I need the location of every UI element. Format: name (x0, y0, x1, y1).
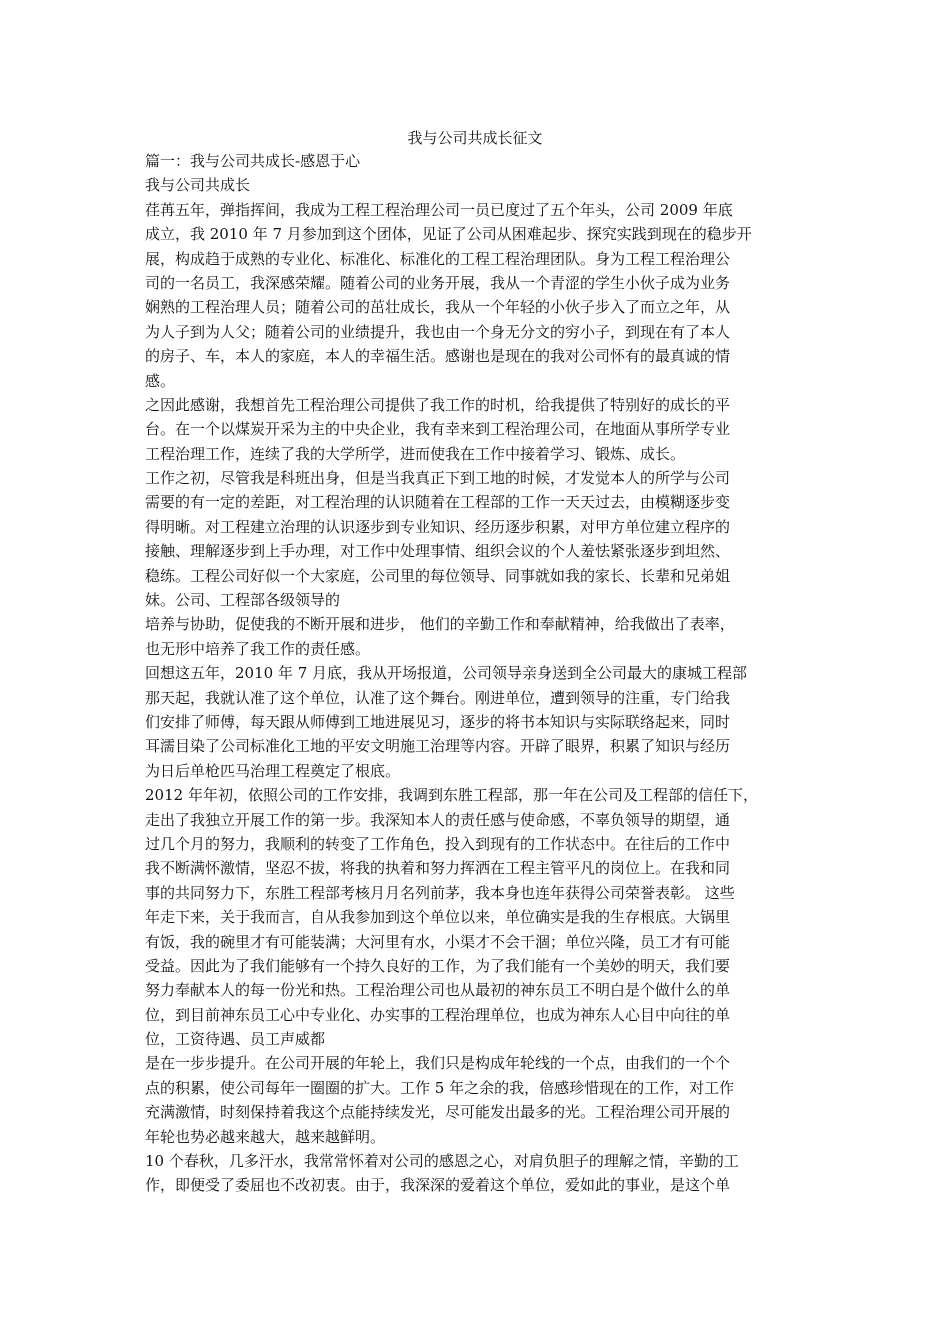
text-line: 那天起，我就认准了这个单位，认准了这个舞台。刚进单位，遭到领导的注重，专门给我 (145, 688, 731, 707)
text-line: 工作之初，尽管我是科班出身，但是当我真正下到工地的时候，才发觉本人的所学与公司 (145, 469, 731, 488)
text-line: 展，构成趋于成熟的专业化、标准化、标准化的工程工程治理团队。身为工程工程治理公 (145, 249, 731, 268)
document-title: 我与公司共成长征文 (407, 129, 543, 147)
text-line: 成立，我 2010 年 7 月参加到这个团体，见证了公司从困难起步、探究实践到现在的稳步开 (145, 225, 752, 244)
text-line: 2012 年年初，依照公司的工作安排，我调到东胜工程部，那一年在公司及工程部的信任下， (145, 786, 758, 805)
text-line: 篇一：我与公司共成长-感恩于心 (145, 152, 361, 170)
text-line: 耳濡目染了公司标准化工地的平安文明施工治理等内容。开辟了眼界，积累了知识与经历 (145, 737, 731, 756)
text-line: 台。在一个以煤炭开采为主的中央企业，我有幸来到工程治理公司，在地面从事所学专业 (145, 420, 731, 439)
text-line: 需要的有一定的差距，对工程治理的认识随着在工程部的工作一天天过去，由模糊逐步变 (145, 493, 731, 512)
text-line: 事的共同努力下，东胜工程部考核月月名列前茅，我本身也连年获得公司荣誉表彰。 这些 (145, 883, 735, 902)
text-line: 点的积累，使公司每年一圈圈的扩大。工作 5 年之余的我，倍感珍惜现在的工作，对工作 (145, 1078, 735, 1097)
text-line: 我与公司共成长 (145, 176, 251, 195)
text-line: 走出了我独立开展工作的第一步。我深知本人的责任感与使命感，不辜负领导的期望，通 (145, 810, 731, 829)
text-line: 感。 (145, 371, 176, 390)
text-line: 充满激情，时刻保持着我这个点能持续发光，尽可能发出最多的光。工程治理公司开展的 (145, 1103, 731, 1122)
text-line: 过几个月的努力，我顺利的转变了工作角色，投入到现有的工作状态中。在往后的工作中 (145, 834, 731, 853)
text-line: 我不断满怀激情，坚忍不拔，将我的执着和努力挥洒在工程主管平凡的岗位上。在我和同 (145, 859, 731, 878)
text-line: 荏苒五年，弹指挥间，我成为工程工程治理公司一员已度过了五个年头，公司 2009 年底 (145, 200, 733, 219)
text-line: 们安排了师傅，每天跟从师傅到工地进展见习，逐步的将书本知识与实际联络起来，同时 (145, 712, 731, 731)
text-line: 培养与协助，促使我的不断开展和进步， 他们的辛勤工作和奉献精神，给我做出了表率， (145, 615, 735, 634)
text-line: 位，到目前神东员工心中专业化、办实事的工程治理单位，也成为神东人心目中向往的单 (145, 1005, 731, 1024)
text-line: 得明晰。对工程建立治理的认识逐步到专业知识、经历逐步积累，对甲方单位建立程序的 (145, 517, 731, 536)
text-line: 努力奉献本人的每一份光和热。工程治理公司也从最初的神东员工不明白是个做什么的单 (145, 981, 731, 1000)
text-line: 年走下来，关于我而言，自从我参加到这个单位以来，单位确实是我的生存根底。大锅里 (145, 908, 731, 927)
text-line: 是在一步步提升。在公司开展的年轮上，我们只是构成年轮线的一个点，由我们的一个个 (145, 1054, 731, 1073)
text-line: 10 个春秋，几多汗水，我常常怀着对公司的感恩之心，对肩负胆子的理解之情，辛勤的工 (145, 1152, 739, 1171)
text-line: 也无形中培养了我工作的责任感。 (145, 639, 371, 658)
text-line: 为人子到为人父；随着公司的业绩提升，我也由一个身无分文的穷小子，到现在有了本人 (145, 322, 731, 341)
text-line: 有饭，我的碗里才有可能装满；大河里有水，小渠才不会干涸；单位兴隆，员工才有可能 (145, 932, 731, 951)
text-line: 稳练。工程公司好似一个大家庭，公司里的每位领导、同事就如我的家长、长辈和兄弟姐 (145, 566, 731, 585)
document-body (145, 149, 815, 1198)
text-line: 回想这五年，2010 年 7 月底，我从开场报道，公司领导亲身送到全公司最大的康城工程部 (145, 664, 748, 683)
text-line: 妹。公司、工程部各级领导的 (145, 591, 341, 610)
text-line: 之因此感谢，我想首先工程治理公司提供了我工作的时机，给我提供了特别好的成长的平 (145, 395, 731, 414)
text-line: 娴熟的工程治理人员；随着公司的茁壮成长，我从一个年轻的小伙子步入了而立之年，从 (145, 298, 731, 317)
text-line: 受益。因此为了我们能够有一个持久良好的工作，为了我们能有一个美妙的明天，我们要 (145, 956, 731, 975)
text-line: 为日后单枪匹马治理工程奠定了根底。 (145, 761, 401, 780)
text-line: 位，工资待遇、员工声威都 (145, 1030, 326, 1049)
text-line: 年轮也势必越来越大，越来越鲜明。 (145, 1127, 386, 1146)
text-line: 的房子、车，本人的家庭，本人的幸福生活。感谢也是现在的我对公司怀有的最真诚的情 (145, 347, 731, 366)
text-line: 工程治理工作，连续了我的大学所学，进而使我在工作中接着学习、锻炼、成长。 (145, 444, 686, 463)
text-line: 司的一名员工，我深感荣耀。随着公司的业务开展，我从一个青涩的学生小伙子成为业务 (145, 273, 731, 292)
text-line: 作，即便受了委屈也不改初衷。由于，我深深的爱着这个单位，爱如此的事业，是这个单 (145, 1176, 731, 1195)
text-line: 接触、理解逐步到上手办理，对工作中处理事情、组织会议的个人羞怯紧张逐步到坦然、 (145, 542, 731, 561)
